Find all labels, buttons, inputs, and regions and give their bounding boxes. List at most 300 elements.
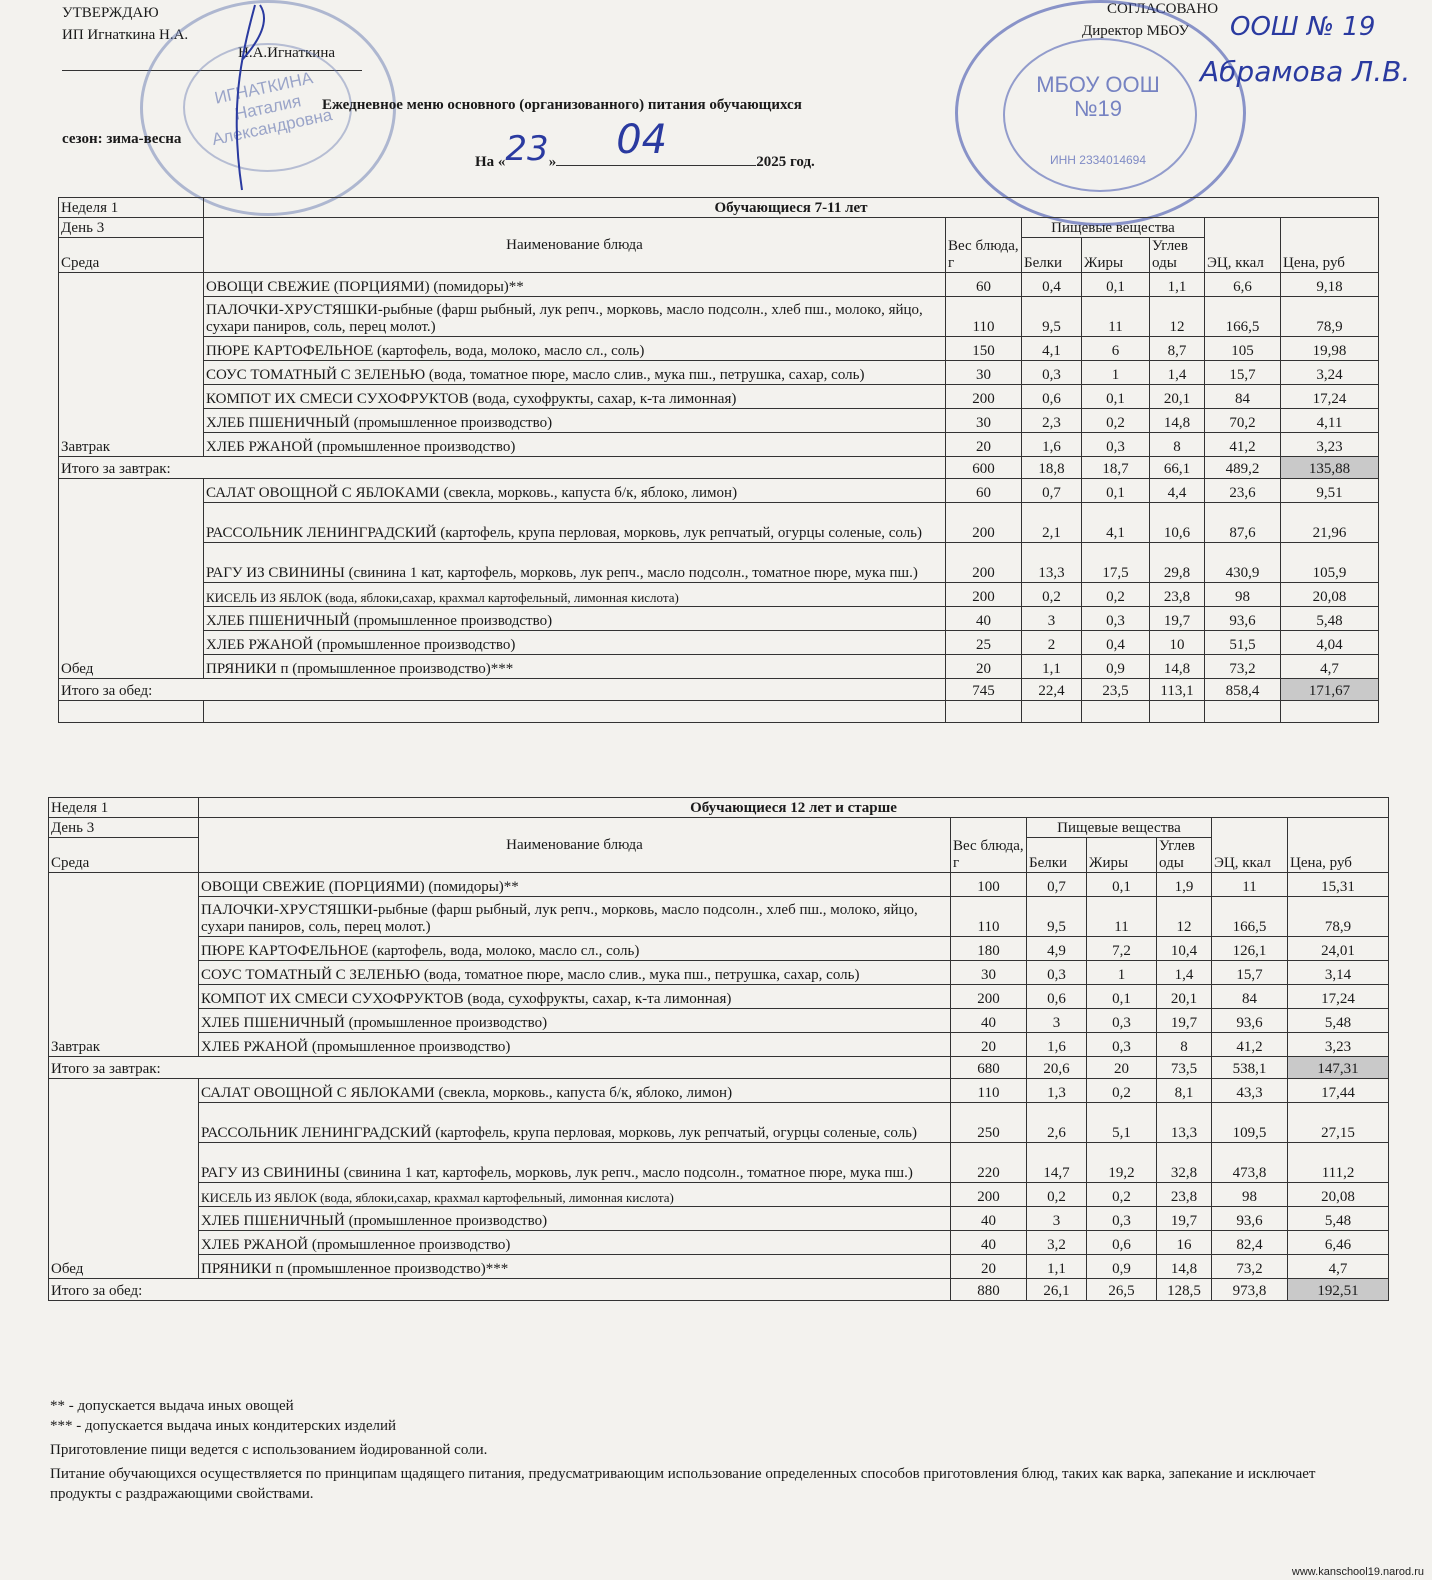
footnote-4: Питание обучающихся осуществляется по принципам щадящего питания, предусматривающим использование определенных способов приготовления блюд, таких как варка, запекание и исключает продукты с раздражающими свойствами.	[50, 1466, 1316, 1502]
dish-f: 4,1	[1082, 503, 1150, 543]
total-price: 135,88	[1281, 457, 1379, 479]
dish-e: 73,2	[1212, 1255, 1288, 1279]
dish-f: 0,2	[1082, 409, 1150, 433]
table-row	[59, 543, 1379, 583]
dish-name: ОВОЩИ СВЕЖИЕ (ПОРЦИЯМИ) (помидоры)**	[204, 273, 946, 297]
total-e: 858,4	[1205, 679, 1281, 701]
dish-c: 1,4	[1157, 961, 1212, 985]
day-label: День 3	[59, 218, 204, 238]
dish-price: 5,48	[1288, 1207, 1389, 1231]
dish-e: 41,2	[1205, 433, 1281, 457]
dish-c: 10,4	[1157, 937, 1212, 961]
dish-e: 41,2	[1212, 1033, 1288, 1057]
empty-cell	[1150, 701, 1205, 723]
table-row	[59, 679, 1379, 701]
column-header-energy: ЭЦ, ккал	[1205, 218, 1281, 273]
dish-price: 9,18	[1281, 273, 1379, 297]
dish-name: СОУС ТОМАТНЫЙ С ЗЕЛЕНЬЮ (вода, томатное пюре, масло слив., мука пш., петрушка, сахар, соль)	[199, 961, 951, 985]
dish-c: 29,8	[1150, 543, 1205, 583]
dish-p: 0,7	[1022, 479, 1082, 503]
total-label: Итого за обед:	[49, 1279, 951, 1301]
dish-e: 15,7	[1212, 961, 1288, 985]
dish-p: 2,3	[1022, 409, 1082, 433]
total-price: 171,67	[1281, 679, 1379, 701]
dish-c: 19,7	[1150, 607, 1205, 631]
dish-e: 6,6	[1205, 273, 1281, 297]
dish-c: 19,7	[1157, 1207, 1212, 1231]
table-row	[59, 479, 1379, 503]
table-row	[59, 337, 1379, 361]
dish-name: ПЮРЕ КАРТОФЕЛЬНОЕ (картофель, вода, молоко, масло сл., соль)	[199, 937, 951, 961]
table-row	[59, 361, 1379, 385]
table-body	[49, 798, 1389, 1301]
total-f: 23,5	[1082, 679, 1150, 701]
dish-name: САЛАТ ОВОЩНОЙ С ЯБЛОКАМИ (свекла, морковь., капуста б/к, яблоко, лимон)	[199, 1079, 951, 1103]
dish-e: 126,1	[1212, 937, 1288, 961]
page-title: Ежедневное меню основного (организованного) питания обучающихся	[322, 97, 802, 113]
age-group-title: Обучающиеся 12 лет и старше	[199, 798, 1389, 818]
dish-price: 111,2	[1288, 1143, 1389, 1183]
dish-price: 17,44	[1288, 1079, 1389, 1103]
dish-w: 20	[946, 655, 1022, 679]
table-row	[59, 631, 1379, 655]
dish-f: 0,9	[1082, 655, 1150, 679]
dish-price: 20,08	[1288, 1183, 1389, 1207]
dish-name: КОМПОТ ИХ СМЕСИ СУХОФРУКТОВ (вода, сухофрукты, сахар, к-та лимонная)	[199, 985, 951, 1009]
dish-name: ХЛЕБ РЖАНОЙ (промышленное производство)	[204, 631, 946, 655]
dish-f: 0,3	[1082, 607, 1150, 631]
footnotes	[50, 1396, 1380, 1504]
dish-c: 13,3	[1157, 1103, 1212, 1143]
weekday-label: Среда	[49, 838, 199, 873]
dish-p: 9,5	[1027, 897, 1087, 937]
dish-f: 0,9	[1087, 1255, 1157, 1279]
total-f: 26,5	[1087, 1279, 1157, 1301]
table-row	[49, 1103, 1389, 1143]
dish-w: 200	[946, 385, 1022, 409]
empty-cell	[1082, 701, 1150, 723]
meal-label: Обед	[49, 1079, 199, 1279]
dish-p: 1,3	[1027, 1079, 1087, 1103]
dish-f: 0,1	[1082, 273, 1150, 297]
dish-e: 93,6	[1212, 1009, 1288, 1033]
dish-name: КОМПОТ ИХ СМЕСИ СУХОФРУКТОВ (вода, сухофрукты, сахар, к-та лимонная)	[204, 385, 946, 409]
dish-price: 3,24	[1281, 361, 1379, 385]
dish-f: 1	[1087, 961, 1157, 985]
menu-table-7-11	[58, 197, 1379, 723]
total-e: 538,1	[1212, 1057, 1288, 1079]
total-p: 18,8	[1022, 457, 1082, 479]
dish-c: 1,4	[1150, 361, 1205, 385]
table-row	[59, 457, 1379, 479]
school-seal	[955, 0, 1246, 226]
dish-w: 40	[946, 607, 1022, 631]
dish-price: 19,98	[1281, 337, 1379, 361]
dish-name: РАССОЛЬНИК ЛЕНИНГРАДСКИЙ (картофель, крупа перловая, морковь, лук репчатый, огурцы соленые, соль)	[199, 1103, 951, 1143]
dish-name: ХЛЕБ РЖАНОЙ (промышленное производство)	[199, 1033, 951, 1057]
table-row	[59, 433, 1379, 457]
dish-e: 98	[1212, 1183, 1288, 1207]
empty-cell	[1022, 701, 1082, 723]
dish-f: 0,2	[1087, 1079, 1157, 1103]
dish-w: 60	[946, 273, 1022, 297]
dish-price: 15,31	[1288, 873, 1389, 897]
dish-price: 5,48	[1281, 607, 1379, 631]
dish-price: 21,96	[1281, 503, 1379, 543]
dish-c: 20,1	[1150, 385, 1205, 409]
table-row	[59, 409, 1379, 433]
total-p: 22,4	[1022, 679, 1082, 701]
dish-p: 0,2	[1027, 1183, 1087, 1207]
season-label: сезон: зима-весна	[62, 131, 182, 147]
dish-name: ХЛЕБ РЖАНОЙ (промышленное производство)	[204, 433, 946, 457]
date-month: 04	[616, 117, 668, 163]
dish-e: 166,5	[1205, 297, 1281, 337]
dish-name: РАССОЛЬНИК ЛЕНИНГРАДСКИЙ (картофель, крупа перловая, морковь, лук репчатый, огурцы соленые, соль)	[204, 503, 946, 543]
dish-f: 5,1	[1087, 1103, 1157, 1143]
dish-price: 6,46	[1288, 1231, 1389, 1255]
total-c: 73,5	[1157, 1057, 1212, 1079]
dish-w: 40	[951, 1009, 1027, 1033]
column-header-carbs: Углев оды	[1150, 238, 1205, 273]
dish-price: 3,14	[1288, 961, 1389, 985]
dish-p: 4,1	[1022, 337, 1082, 361]
dish-name: ХЛЕБ ПШЕНИЧНЫЙ (промышленное производство)	[199, 1207, 951, 1231]
day-label: День 3	[49, 818, 199, 838]
column-header-weight: Вес блюда, г	[946, 218, 1022, 273]
table-row	[49, 1033, 1389, 1057]
table-row	[49, 1057, 1389, 1079]
dish-w: 110	[951, 1079, 1027, 1103]
agreed-label: СОГЛАСОВАНО	[1107, 1, 1219, 17]
dish-price: 4,7	[1281, 655, 1379, 679]
dish-name: ХЛЕБ ПШЕНИЧНЫЙ (промышленное производство)	[204, 409, 946, 433]
empty-cell	[946, 701, 1022, 723]
dish-c: 1,9	[1157, 873, 1212, 897]
approver-sign-name: Н.А.Игнаткина	[238, 45, 336, 61]
dish-name: САЛАТ ОВОЩНОЙ С ЯБЛОКАМИ (свекла, морковь., капуста б/к, яблоко, лимон)	[204, 479, 946, 503]
dish-c: 8,1	[1157, 1079, 1212, 1103]
dish-price: 24,01	[1288, 937, 1389, 961]
dish-c: 8,7	[1150, 337, 1205, 361]
school-seal-inn: ИНН 2334014694	[1049, 153, 1147, 167]
dish-c: 12	[1150, 297, 1205, 337]
dish-f: 11	[1087, 897, 1157, 937]
dish-w: 180	[951, 937, 1027, 961]
meal-label: Завтрак	[49, 873, 199, 1057]
dish-w: 30	[946, 409, 1022, 433]
dish-e: 15,7	[1205, 361, 1281, 385]
column-header-name: Наименование блюда	[199, 818, 951, 873]
dish-c: 10	[1150, 631, 1205, 655]
dish-p: 2,6	[1027, 1103, 1087, 1143]
dish-w: 150	[946, 337, 1022, 361]
table-row	[49, 1231, 1389, 1255]
dish-c: 12	[1157, 897, 1212, 937]
dish-name: ПАЛОЧКИ-ХРУСТЯШКИ-рыбные (фарш рыбный, лук репч., морковь, масло подсолн., хлеб пш., молоко, яйцо, сухари паниров, соль, перец молот.)	[204, 297, 946, 337]
dish-name: ПРЯНИКИ п (промышленное производство)***	[204, 655, 946, 679]
dish-c: 20,1	[1157, 985, 1212, 1009]
column-header-fat: Жиры	[1087, 838, 1157, 873]
table-row	[49, 818, 1389, 838]
dish-e: 166,5	[1212, 897, 1288, 937]
dish-c: 19,7	[1157, 1009, 1212, 1033]
total-p: 20,6	[1027, 1057, 1087, 1079]
dish-w: 40	[951, 1207, 1027, 1231]
dish-p: 0,7	[1027, 873, 1087, 897]
dish-w: 60	[946, 479, 1022, 503]
dish-c: 1,1	[1150, 273, 1205, 297]
weekday-label: Среда	[59, 238, 204, 273]
dish-e: 70,2	[1205, 409, 1281, 433]
dish-name: ХЛЕБ РЖАНОЙ (промышленное производство)	[199, 1231, 951, 1255]
dish-f: 0,2	[1082, 583, 1150, 607]
table-row	[49, 985, 1389, 1009]
dish-w: 200	[951, 1183, 1027, 1207]
total-w: 600	[946, 457, 1022, 479]
dish-p: 3	[1027, 1009, 1087, 1033]
week-label: Неделя 1	[49, 798, 199, 818]
dish-name: КИСЕЛЬ ИЗ ЯБЛОК (вода, яблоки,сахар, крахмал картофельный, лимонная кислота)	[204, 583, 946, 607]
column-header-carbs: Углев оды	[1157, 838, 1212, 873]
column-header-energy: ЭЦ, ккал	[1212, 818, 1288, 873]
dish-name: ОВОЩИ СВЕЖИЕ (ПОРЦИЯМИ) (помидоры)**	[199, 873, 951, 897]
director-label: Директор МБОУ	[1082, 23, 1190, 39]
empty-cell	[204, 701, 946, 723]
dish-e: 23,6	[1205, 479, 1281, 503]
table-row	[49, 937, 1389, 961]
table-row	[49, 1143, 1389, 1183]
dish-name: ПАЛОЧКИ-ХРУСТЯШКИ-рыбные (фарш рыбный, лук репч., морковь, масло подсолн., хлеб пш., молоко, яйцо, сухари паниров, соль, перец молот.)	[199, 897, 951, 937]
dish-p: 0,6	[1027, 985, 1087, 1009]
table-body	[59, 198, 1379, 723]
menu-table-12-plus	[48, 797, 1389, 1301]
meal-label: Завтрак	[59, 273, 204, 457]
dish-c: 14,8	[1150, 655, 1205, 679]
ip-seal-text: ИГНАТКИНА Наталия Александровна	[210, 68, 334, 150]
dish-w: 20	[951, 1033, 1027, 1057]
dish-p: 14,7	[1027, 1143, 1087, 1183]
total-f: 20	[1087, 1057, 1157, 1079]
meal-label: Обед	[59, 479, 204, 679]
table-row	[49, 1009, 1389, 1033]
dish-p: 0,6	[1022, 385, 1082, 409]
dish-p: 1,1	[1027, 1255, 1087, 1279]
dish-price: 17,24	[1281, 385, 1379, 409]
dish-price: 105,9	[1281, 543, 1379, 583]
dish-c: 8	[1150, 433, 1205, 457]
total-p: 26,1	[1027, 1279, 1087, 1301]
column-header-nutrients: Пищевые вещества	[1022, 218, 1205, 238]
table-row	[49, 961, 1389, 985]
total-w: 880	[951, 1279, 1027, 1301]
dish-price: 78,9	[1281, 297, 1379, 337]
dish-p: 2	[1022, 631, 1082, 655]
dish-price: 27,15	[1288, 1103, 1389, 1143]
dish-p: 3,2	[1027, 1231, 1087, 1255]
table-row	[49, 873, 1389, 897]
watermark-url: www.kanschool19.narod.ru	[1291, 1566, 1424, 1578]
dish-price: 5,48	[1288, 1009, 1389, 1033]
column-header-price: Цена, руб	[1281, 218, 1379, 273]
dish-name: ХЛЕБ ПШЕНИЧНЫЙ (промышленное производство)	[204, 607, 946, 631]
dish-w: 200	[946, 543, 1022, 583]
dish-f: 0,1	[1087, 873, 1157, 897]
director-school-handwritten: ООШ № 19	[1230, 12, 1376, 42]
dish-c: 4,4	[1150, 479, 1205, 503]
dish-c: 14,8	[1157, 1255, 1212, 1279]
dish-f: 0,6	[1087, 1231, 1157, 1255]
dish-e: 84	[1205, 385, 1281, 409]
dish-f: 0,1	[1082, 479, 1150, 503]
dish-p: 0,3	[1027, 961, 1087, 985]
dish-p: 2,1	[1022, 503, 1082, 543]
dish-f: 0,3	[1087, 1207, 1157, 1231]
age-group-title: Обучающиеся 7-11 лет	[204, 198, 1379, 218]
table-row	[49, 1079, 1389, 1103]
dish-e: 11	[1212, 873, 1288, 897]
dish-e: 105	[1205, 337, 1281, 361]
dish-p: 1,1	[1022, 655, 1082, 679]
empty-cell	[1205, 701, 1281, 723]
dish-p: 0,2	[1022, 583, 1082, 607]
table-row	[59, 385, 1379, 409]
footnote-3: Приготовление пищи ведется с использованием йодированной соли.	[50, 1442, 488, 1458]
dish-f: 11	[1082, 297, 1150, 337]
dish-w: 40	[951, 1231, 1027, 1255]
table-row	[49, 1183, 1389, 1207]
table-row	[49, 1279, 1389, 1301]
dish-e: 51,5	[1205, 631, 1281, 655]
dish-p: 13,3	[1022, 543, 1082, 583]
dish-c: 14,8	[1150, 409, 1205, 433]
footnote-1: ** - допускается выдача иных овощей	[50, 1398, 294, 1414]
total-f: 18,7	[1082, 457, 1150, 479]
dish-f: 0,3	[1087, 1033, 1157, 1057]
approve-label: УТВЕРЖДАЮ	[62, 5, 159, 21]
dish-e: 473,8	[1212, 1143, 1288, 1183]
table-row	[59, 607, 1379, 631]
table-row	[49, 1207, 1389, 1231]
dish-name: КИСЕЛЬ ИЗ ЯБЛОК (вода, яблоки,сахар, крахмал картофельный, лимонная кислота)	[199, 1183, 951, 1207]
total-w: 680	[951, 1057, 1027, 1079]
dish-c: 23,8	[1157, 1183, 1212, 1207]
dish-p: 1,6	[1022, 433, 1082, 457]
approver-signature	[200, 0, 280, 200]
date-day: 23	[505, 129, 549, 169]
column-header-protein: Белки	[1022, 238, 1082, 273]
dish-w: 20	[946, 433, 1022, 457]
dish-price: 4,04	[1281, 631, 1379, 655]
dish-p: 1,6	[1027, 1033, 1087, 1057]
dish-w: 200	[951, 985, 1027, 1009]
dish-name: РАГУ ИЗ СВИНИНЫ (свинина 1 кат, картофель, морковь, лук репч., масло подсолн., томатное пюре, мука пш.)	[199, 1143, 951, 1183]
dish-e: 73,2	[1205, 655, 1281, 679]
dish-w: 200	[946, 503, 1022, 543]
dish-price: 78,9	[1288, 897, 1389, 937]
total-w: 745	[946, 679, 1022, 701]
dish-w: 20	[951, 1255, 1027, 1279]
total-label: Итого за завтрак:	[49, 1057, 951, 1079]
dish-name: РАГУ ИЗ СВИНИНЫ (свинина 1 кат, картофель, морковь, лук репч., масло подсолн., томатное пюре, мука пш.)	[204, 543, 946, 583]
dish-w: 110	[946, 297, 1022, 337]
dish-e: 430,9	[1205, 543, 1281, 583]
approver-name: ИП Игнаткина Н.А.	[62, 27, 189, 43]
dish-w: 220	[951, 1143, 1027, 1183]
dish-price: 3,23	[1281, 433, 1379, 457]
column-header-price: Цена, руб	[1288, 818, 1389, 873]
school-seal-text: МБОУ ООШ №19	[1036, 72, 1160, 121]
dish-c: 23,8	[1150, 583, 1205, 607]
dish-f: 0,3	[1082, 433, 1150, 457]
dish-c: 8	[1157, 1033, 1212, 1057]
dish-price: 17,24	[1288, 985, 1389, 1009]
dish-price: 3,23	[1288, 1033, 1389, 1057]
column-header-weight: Вес блюда, г	[951, 818, 1027, 873]
total-e: 489,2	[1205, 457, 1281, 479]
dish-price: 20,08	[1281, 583, 1379, 607]
dish-p: 0,4	[1022, 273, 1082, 297]
dish-price: 4,7	[1288, 1255, 1389, 1279]
dish-w: 200	[946, 583, 1022, 607]
dish-c: 16	[1157, 1231, 1212, 1255]
dish-w: 110	[951, 897, 1027, 937]
table-row	[59, 583, 1379, 607]
date-line: На «23» 04 2025 год.	[475, 117, 815, 170]
table-row	[49, 798, 1389, 818]
empty-cell	[1281, 701, 1379, 723]
dish-e: 82,4	[1212, 1231, 1288, 1255]
dish-e: 109,5	[1212, 1103, 1288, 1143]
week-label: Неделя 1	[59, 198, 204, 218]
empty-cell	[59, 701, 204, 723]
dish-w: 30	[951, 961, 1027, 985]
dish-name: ХЛЕБ ПШЕНИЧНЫЙ (промышленное производство)	[199, 1009, 951, 1033]
dish-f: 1	[1082, 361, 1150, 385]
dish-price: 9,51	[1281, 479, 1379, 503]
table-row	[59, 218, 1379, 238]
dish-p: 0,3	[1022, 361, 1082, 385]
dish-p: 3	[1027, 1207, 1087, 1231]
table-row	[59, 701, 1379, 723]
total-c: 128,5	[1157, 1279, 1212, 1301]
table-row	[59, 273, 1379, 297]
total-e: 973,8	[1212, 1279, 1288, 1301]
total-c: 113,1	[1150, 679, 1205, 701]
footnote-2: *** - допускается выдача иных кондитерских изделий	[50, 1418, 397, 1434]
dish-f: 19,2	[1087, 1143, 1157, 1183]
dish-p: 9,5	[1022, 297, 1082, 337]
dish-e: 84	[1212, 985, 1288, 1009]
table-row	[49, 897, 1389, 937]
table-row	[59, 198, 1379, 218]
dish-w: 250	[951, 1103, 1027, 1143]
dish-f: 0,1	[1087, 985, 1157, 1009]
dish-f: 6	[1082, 337, 1150, 361]
dish-f: 7,2	[1087, 937, 1157, 961]
total-label: Итого за завтрак:	[59, 457, 946, 479]
dish-f: 17,5	[1082, 543, 1150, 583]
dish-e: 98	[1205, 583, 1281, 607]
dish-e: 43,3	[1212, 1079, 1288, 1103]
dish-name: ПРЯНИКИ п (промышленное производство)***	[199, 1255, 951, 1279]
dish-name: ПЮРЕ КАРТОФЕЛЬНОЕ (картофель, вода, молоко, масло сл., соль)	[204, 337, 946, 361]
table-row	[59, 503, 1379, 543]
dish-w: 25	[946, 631, 1022, 655]
dish-f: 0,1	[1082, 385, 1150, 409]
dish-price: 4,11	[1281, 409, 1379, 433]
dish-name: СОУС ТОМАТНЫЙ С ЗЕЛЕНЬЮ (вода, томатное пюре, масло слив., мука пш., петрушка, сахар, соль)	[204, 361, 946, 385]
